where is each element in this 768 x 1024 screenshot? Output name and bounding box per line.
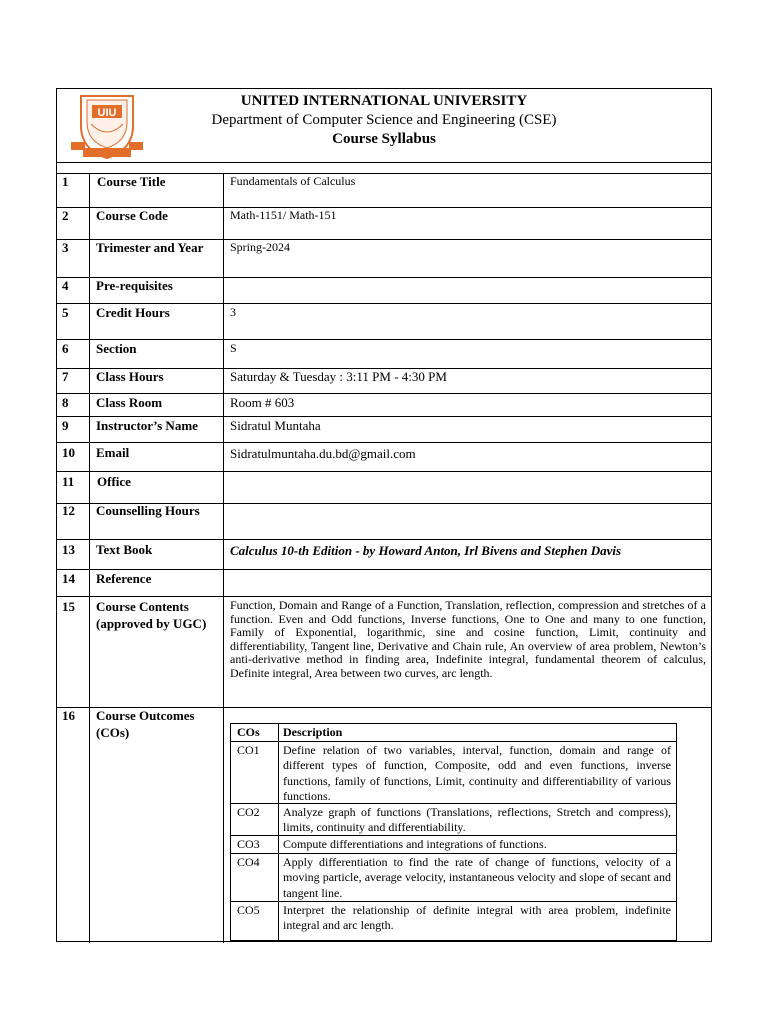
university-name: UNITED INTERNATIONAL UNIVERSITY	[240, 93, 528, 109]
row-number: 5	[62, 305, 69, 320]
class-hours-value: Saturday & Tuesday : 3:11 PM - 4:30 PM	[230, 369, 447, 384]
row-label: Course Contents (approved by UGC)	[96, 599, 207, 631]
course-contents-value: Function, Domain and Range of a Function, Translation, reflection, compression and stretches of a function. Even and Odd functions, Inverse functions, One to One and many to one function, Family of Exponential, logarithmic, sine and cosine function, Limit, continuity and differentiability, Tangent line, Derivative and Chain rule, An overview of area problem, Newton’s anti-derivative method in finding area, Indefinite integral, fundamental theorem of calculus, Definite integral, Area between two curves, arc length.	[230, 598, 706, 680]
department-name: Department of Computer Science and Engineering (CSE)	[211, 112, 557, 128]
co-id: CO5	[237, 903, 260, 917]
co-description: Compute differentiations and integrations of functions.	[283, 837, 547, 851]
co-description: Analyze graph of functions (Translations, reflections, Stretch and compress), limits, continuity and differentiability.	[283, 805, 671, 835]
row-label: Course Code	[96, 208, 168, 223]
co-header-cos: COs	[237, 725, 260, 739]
svg-text:UIU: UIU	[97, 107, 117, 119]
row-label: Course Outcomes (COs)	[96, 708, 195, 740]
divider	[57, 442, 711, 443]
credit-hours-value: 3	[230, 305, 236, 319]
row-label: Section	[96, 341, 137, 356]
row-number: 14	[62, 571, 75, 586]
course-code-value: Math-1151/ Math-151	[230, 208, 337, 222]
row-label: Trimester and Year	[96, 240, 204, 255]
email-value: Sidratulmuntaha.du.bd@gmail.com	[230, 446, 416, 461]
co-id: CO4	[237, 855, 260, 869]
row-number: 7	[62, 369, 69, 384]
row-label: Reference	[96, 571, 152, 586]
row-label: Email	[96, 445, 130, 460]
table-row	[231, 804, 676, 836]
row-number: 11	[62, 474, 75, 489]
row-number: 16	[62, 708, 75, 723]
divider	[57, 471, 711, 472]
divider	[57, 539, 711, 540]
table-row	[231, 836, 676, 854]
row-number: 6	[62, 341, 69, 356]
row-label: Instructor’s Name	[96, 418, 198, 433]
row-number: 1	[62, 174, 69, 189]
row-label: Class Hours	[96, 369, 164, 384]
co-header-row	[231, 724, 676, 742]
class-room-value: Room # 603	[230, 395, 295, 410]
row-label: Course Title	[97, 174, 166, 189]
row-number: 13	[62, 542, 75, 557]
course-outcomes-table	[230, 723, 677, 941]
table-row	[231, 854, 676, 902]
document-title: Course Syllabus	[332, 131, 436, 147]
table-row	[231, 902, 676, 938]
co-description: Define relation of two variables, interval, function, domain and range of different types of function, Composite, odd and even functions, inverse functions, family of functions, Limit, continuity and differentiability of various functions.	[283, 743, 671, 804]
row-label: Pre-requisites	[96, 278, 173, 293]
syllabus-header	[57, 89, 711, 162]
co-id: CO1	[237, 743, 260, 757]
row-number: 10	[62, 445, 75, 460]
co-description: Apply differentiation to find the rate of change of functions, velocity of a moving particle, average velocity, instantaneous velocity and slope of secant and tangent line.	[283, 855, 671, 900]
divider	[57, 596, 711, 597]
co-id: CO3	[237, 837, 260, 851]
co-description: Interpret the relationship of definite integral with area problem, indefinite integral and arc length.	[283, 903, 671, 933]
row-label: Office	[97, 474, 131, 489]
column-divider	[89, 173, 90, 943]
instructor-name-value: Sidratul Muntaha	[230, 418, 321, 433]
table-row	[231, 742, 676, 804]
row-number: 15	[62, 599, 75, 614]
co-id: CO2	[237, 805, 260, 819]
row-number: 8	[62, 395, 69, 410]
row-label: Counselling Hours	[96, 503, 200, 518]
row-number: 9	[62, 418, 69, 433]
row-label: Text Book	[96, 542, 153, 557]
row-label: Credit Hours	[96, 305, 170, 320]
row-number: 2	[62, 208, 69, 223]
row-number: 4	[62, 278, 69, 293]
co-header-description: Description	[283, 725, 343, 739]
row-label: Class Room	[96, 395, 163, 410]
text-book-value: Calculus 10-th Edition - by Howard Anton, Irl Bivens and Stephen Davis	[230, 543, 622, 558]
row-number: 3	[62, 240, 69, 255]
section-value: S	[230, 341, 237, 355]
divider	[57, 162, 711, 163]
row-number: 12	[62, 503, 75, 518]
course-title-value: Fundamentals of Calculus	[230, 174, 356, 188]
trimester-value: Spring-2024	[230, 240, 290, 254]
